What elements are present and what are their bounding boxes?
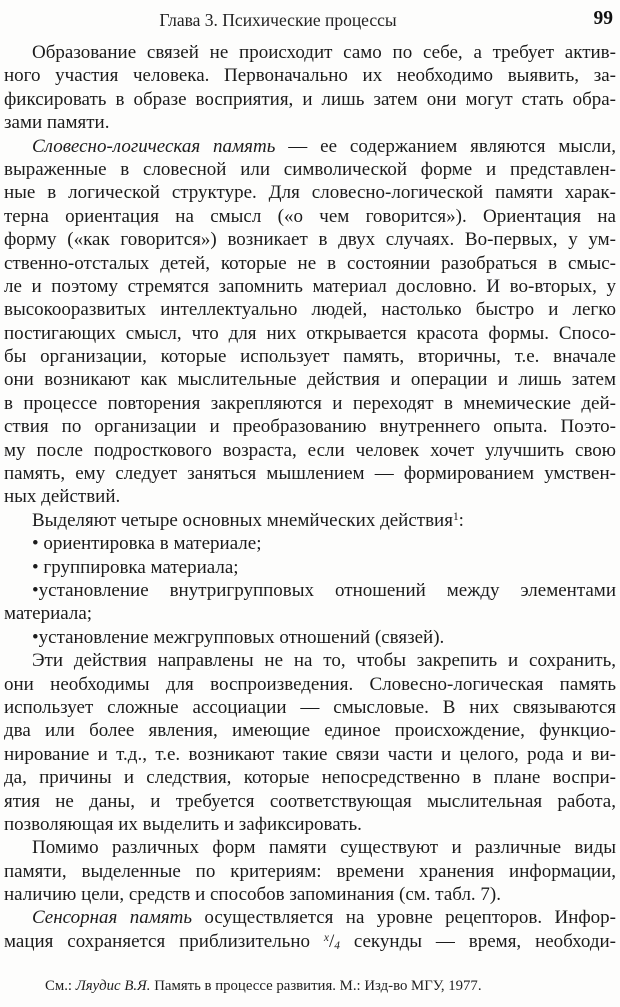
text-segment: зами памяти. (4, 112, 110, 134)
text-segment: ствия по организации и преобразованию внутреннего опыта. Поэто- (4, 416, 616, 438)
text-segment: • ориентировка в материале; (32, 533, 262, 555)
text-line (4, 439, 616, 462)
text-segment: ных действий. (4, 486, 121, 508)
text-line (4, 64, 616, 87)
text-line (4, 860, 616, 883)
text-segment: терна ориентация на смысл («о чем говорится»). Ориентация на (4, 205, 616, 227)
text-segment: нирование и т.д., т.е. возникают такие связи части и целого, рода и ви- (4, 743, 616, 765)
text-segment: См.: (45, 978, 76, 994)
text-line (4, 41, 616, 64)
text-line (4, 181, 616, 204)
text-segment: x (323, 932, 329, 945)
text-line (4, 135, 616, 158)
text-segment: 1 (452, 511, 459, 524)
text-segment: / (328, 930, 335, 952)
text-segment: они необходимы для воспроизведения. Словесно-логическая память (4, 673, 616, 695)
text-line (4, 836, 616, 859)
text-segment: ного участия человека. Первоначально их необходимо выявить, за- (4, 65, 616, 87)
text-line (4, 883, 616, 906)
text-segment: ятия не даны, и требуется соответствующая мыслительная работа, (4, 790, 616, 812)
text-segment: Память в процессе развития. М.: Изд-во МГУ, 1977. (150, 978, 482, 994)
text-segment: позволяющая их выделить и зафиксировать. (4, 813, 362, 835)
text-segment: Образование связей не происходит само по себе, а требует актив- (32, 42, 616, 63)
text-line (4, 813, 616, 836)
text-line (4, 649, 616, 672)
text-line (4, 626, 616, 649)
footnote (45, 977, 615, 996)
text-line (4, 252, 616, 275)
text-segment: Словесно-логическая память (32, 135, 276, 157)
text-segment: : (458, 509, 464, 531)
text-line (4, 88, 616, 111)
text-line (4, 415, 616, 438)
text-segment: мация сохраняется приблизительно (4, 930, 324, 952)
text-segment: ственно-отсталых детей, которые не в состоянии разобраться в смыс- (4, 252, 616, 274)
text-segment: два или более явления, имеющие единое происхождение, функцио- (4, 720, 616, 742)
page-number: 99 (593, 8, 613, 29)
text-line (4, 485, 616, 508)
body-text (4, 41, 616, 953)
page-header (0, 7, 620, 33)
text-segment: ле и поэтому стремятся запомнить материал дословно. И во-вторых, у (4, 275, 616, 297)
text-line (4, 322, 616, 345)
text-segment: фиксировать в образе восприятия, и лишь затем они могут стать обра- (4, 88, 616, 110)
text-segment: выраженные в словесной или символической форме и представлен- (4, 158, 616, 180)
text-segment: они возникают как мыслительные действия и операции и лишь затем (4, 369, 616, 391)
text-segment: • группировка материала; (32, 556, 239, 578)
running-head: Глава 3. Психические процессы (159, 10, 397, 30)
text-segment: бы организации, которые использует память, вторичны, т.е. вначале (4, 346, 616, 368)
text-segment: память, ему следует заняться мышлением — формированием умствен- (4, 463, 616, 485)
text-line (4, 298, 616, 321)
text-segment: наличию цели, средств и способов запоминания (см. табл. 7). (4, 884, 502, 906)
text-line (4, 368, 616, 391)
text-line (4, 556, 616, 579)
text-line (4, 790, 616, 813)
text-segment: Выделяют четыре основных мнемйческих действия (32, 509, 453, 531)
text-segment: да, причины и следствия, которые непосредственно в плане воспри- (4, 767, 616, 789)
text-segment: осуществляется на уровне рецепторов. Инфор- (192, 907, 616, 929)
text-segment: памяти, выделенные по критериям: времени хранения информации, (4, 860, 616, 882)
text-segment: материала; (4, 603, 93, 625)
text-line (4, 930, 616, 953)
text-line (4, 696, 616, 719)
text-line (4, 509, 616, 532)
text-line (4, 602, 616, 625)
text-line (4, 392, 616, 415)
text-segment: Сенсорная память (32, 907, 193, 929)
text-line (4, 345, 616, 368)
text-line (4, 673, 616, 696)
text-line (4, 719, 616, 742)
text-line (4, 228, 616, 251)
text-line (4, 579, 616, 602)
text-segment: в процессе повторения закрепляются и переходят в мнемические дей- (4, 392, 616, 414)
text-segment: Помимо различных форм памяти существуют и различные виды (32, 837, 616, 859)
text-segment: 4 (334, 940, 340, 953)
text-segment: высокооразвитых интеллектуально людей, настолько быстро и легко (4, 299, 616, 321)
text-segment: Эти действия направлены не на то, чтобы закрепить и сохранить, (32, 650, 616, 672)
text-segment: ные в логической структуре. Для словесно-логической памяти харак- (4, 182, 616, 204)
text-line (4, 111, 616, 134)
text-segment: му после подросткового возраста, если человек хочет улучшить свою (4, 439, 616, 461)
text-segment: Ляудис В.Я. (75, 978, 151, 994)
text-segment: •установление внутригрупповых отношений между элементами (32, 579, 616, 601)
text-line (4, 462, 616, 485)
text-line (4, 275, 616, 298)
text-line (4, 205, 616, 228)
text-segment: секунды — время, необходи- (339, 930, 617, 952)
text-segment: использует сложные ассоциации — смысловые. В них связываются (4, 696, 616, 718)
text-line (4, 743, 616, 766)
text-segment: постигающих смысл, что для них открывается красота формы. Спосо- (4, 322, 616, 344)
text-line (4, 766, 616, 789)
text-line (4, 158, 616, 181)
text-line (4, 906, 616, 929)
text-segment: — ее содержанием являются мысли, (275, 135, 616, 157)
text-segment: форму («как говорится») возникает в двух случаях. Во-первых, у ум- (4, 229, 616, 251)
text-segment: •установление межгрупповых отношений (связей). (32, 626, 445, 648)
text-line (4, 532, 616, 555)
